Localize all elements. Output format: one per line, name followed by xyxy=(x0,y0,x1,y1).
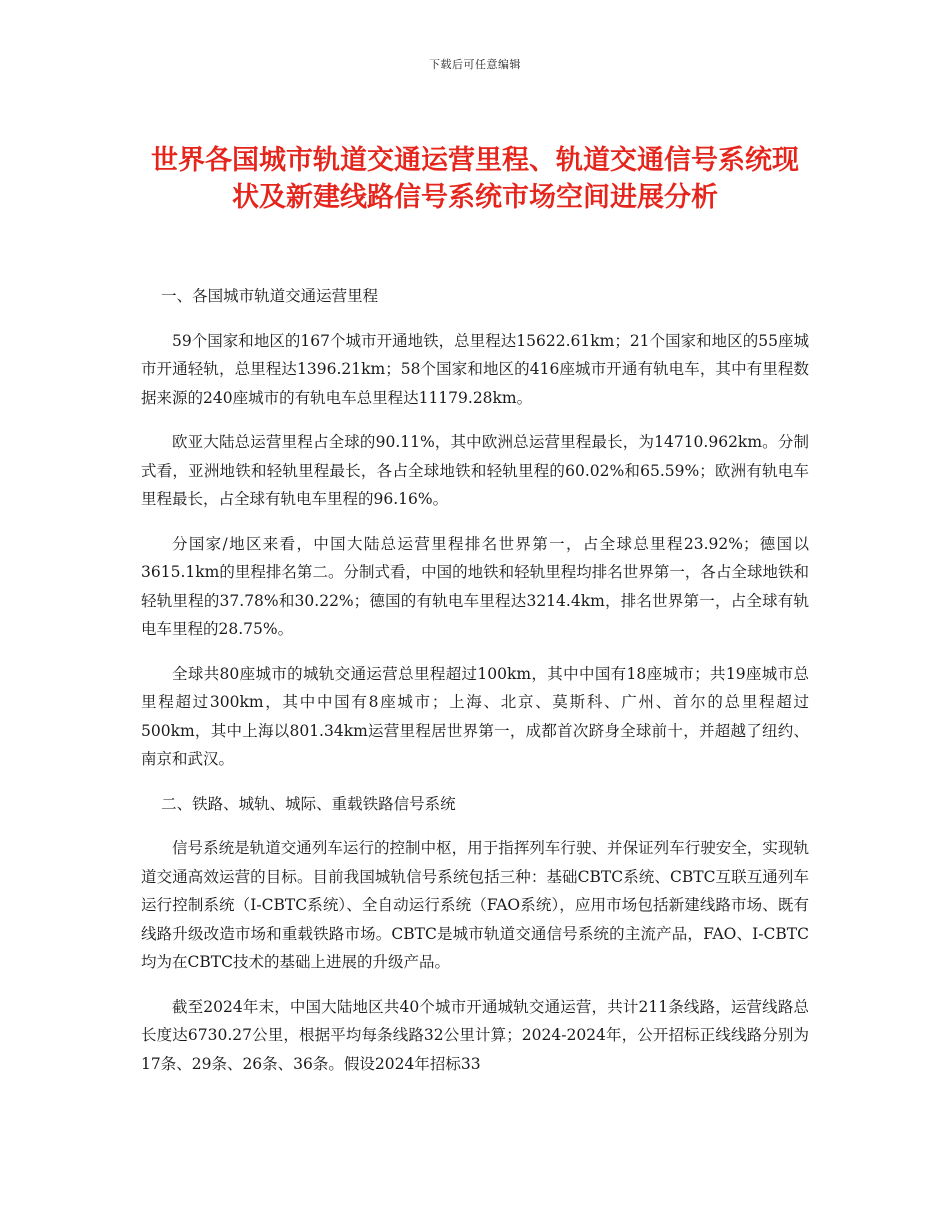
paragraph: 欧亚大陆总运营里程占全球的90.11%，其中欧洲总运营里程最长，为14710.962km。分制式看，亚洲地铁和轻轨里程最长，各占全球地铁和轻轨里程的60.02%和65.59%；欧洲有轨电车里程最长，占全球有轨电车里程的96.16%。 xyxy=(141,433,809,508)
page-title: 世界各国城市轨道交通运营里程、轨道交通信号系统现状及新建线路信号系统市场空间进展分析 xyxy=(151,145,799,213)
section-heading-1: 一、各国城市轨道交通运营里程 xyxy=(161,287,379,305)
paragraph: 分国家/地区来看，中国大陆总运营里程排名世界第一，占全球总里程23.92%；德国以3615.1km的里程排名第二。分制式看，中国的地铁和轻轨里程均排名世界第一，各占全球地铁和轻轨里程的37.78%和30.22%；德国的有轨电车里程达3214.4km，排名世界第一，占全球有轨电车里程的28.75%。 xyxy=(141,534,809,638)
paragraph: 截至2024年末，中国大陆地区共40个城市开通城轨交通运营，共计211条线路，运营线路总长度达6730.27公里，根据平均每条线路32公里计算；2024-2024年，公开招标正线线路分别为17条、29条、26条、36条。假设2024年招标33 xyxy=(141,997,809,1073)
paragraph: 全球共80座城市的城轨交通运营总里程超过100km，其中中国有18座城市；共19座城市总里程超过300km，其中中国有8座城市；上海、北京、莫斯科、广州、首尔的总里程超过500km，其中上海以801.34km运营里程居世界第一，成都首次跻身全球前十，并超越了纽约、南京和武汉。 xyxy=(141,664,809,768)
section-heading-2: 二、铁路、城轨、城际、重载铁路信号系统 xyxy=(161,794,456,813)
paragraph: 59个国家和地区的167个城市开通地铁，总里程达15622.61km；21个国家和地区的55座城市开通轻轨，总里程达1396.21km；58个国家和地区的416座城市开通有轨电车，其中有里程数据来源的240座城市的有轨电车总里程达11179.28km。 xyxy=(141,331,809,407)
header-note: 下载后可任意编辑 xyxy=(429,58,521,71)
document-body xyxy=(141,282,809,1078)
paragraph: 信号系统是轨道交通列车运行的控制中枢，用于指挥列车行驶、并保证列车行驶安全，实现轨道交通高效运营的目标。目前我国城轨信号系统包括三种：基础CBTC系统、CBTC互联互通列车运行控制系统（I-CBTC系统）、全自动运行系统（FAO系统），应用市场包括新建线路市场、既有线路升级改造市场和重载铁路市场。CBTC是城市轨道交通信号系统的主流产品，FAO、I-CBTC均为在CBTC技术的基础上进展的升级产品。 xyxy=(141,839,809,971)
